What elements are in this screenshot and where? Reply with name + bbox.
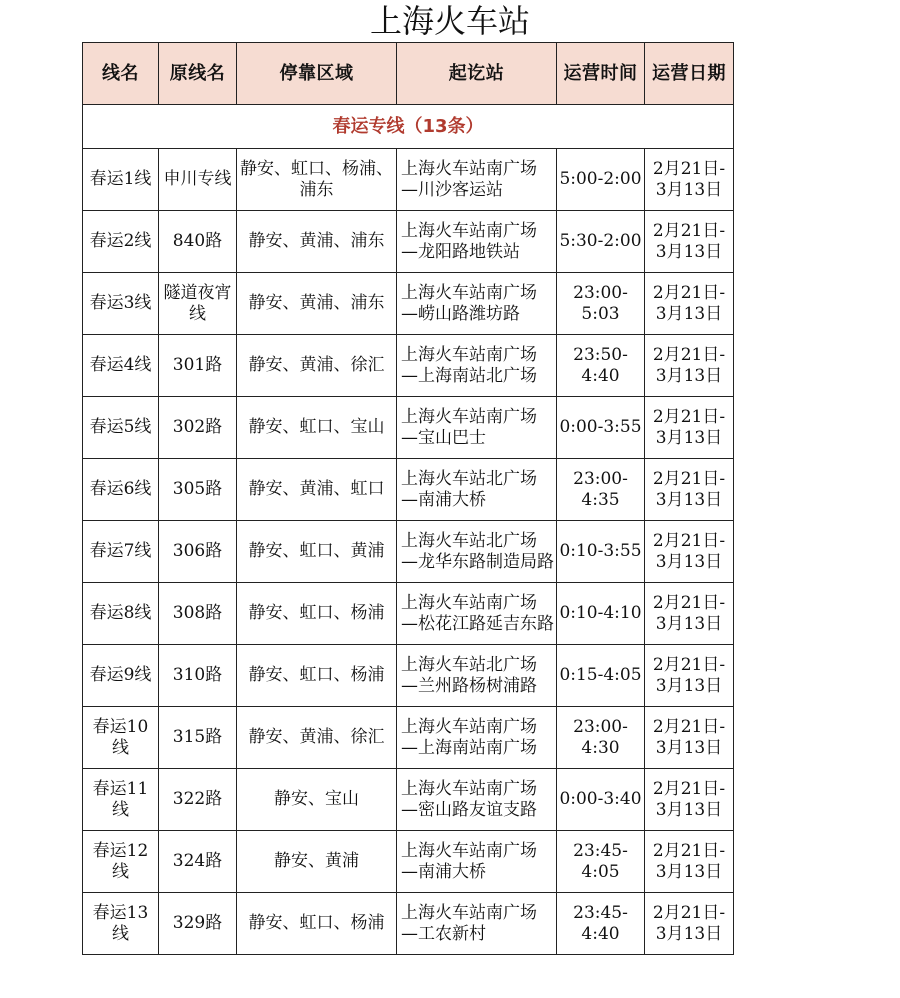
- cell-original-name: [159, 459, 237, 521]
- cell-operating-time: [557, 335, 645, 397]
- date-start-text: 2月21日-: [652, 344, 726, 365]
- cell-stop-area: [237, 521, 397, 583]
- section-row: [83, 105, 734, 149]
- cell-original-name: [159, 645, 237, 707]
- cell-operating-time: [557, 893, 645, 955]
- cell-terminals: [397, 769, 557, 831]
- operating-time-text: 23:00-5:03: [573, 282, 628, 324]
- terminal-end-text: —宝山巴士: [401, 427, 486, 448]
- terminal-start-text: 上海火车站南广场: [401, 406, 537, 427]
- stop-area-text: 静安、宝山: [274, 789, 359, 809]
- cell-operating-time: [557, 831, 645, 893]
- table-row: [83, 769, 734, 831]
- schedule-table: [82, 42, 734, 955]
- cell-line-name: [83, 831, 159, 893]
- cell-stop-area: [237, 459, 397, 521]
- original-name-text: 840路: [172, 231, 223, 251]
- cell-terminals: [397, 707, 557, 769]
- date-start-text: 2月21日-: [652, 530, 726, 551]
- operating-time-text: 0:10-4:10: [559, 603, 642, 623]
- date-end-text: 3月13日: [655, 551, 723, 572]
- date-end-text: 3月13日: [655, 923, 723, 944]
- cell-terminals: [397, 831, 557, 893]
- cell-operating-time: [557, 149, 645, 211]
- stop-area-text: 静安、黄浦、浦东: [248, 293, 385, 313]
- operating-time-text: 0:10-3:55: [559, 541, 642, 561]
- header-stop-area: 停靠区域: [237, 43, 397, 105]
- table-header-row: [83, 43, 734, 105]
- cell-line-name: [83, 459, 159, 521]
- cell-line-name: [83, 769, 159, 831]
- cell-terminals: [397, 335, 557, 397]
- table-row: [83, 397, 734, 459]
- table-row: [83, 211, 734, 273]
- terminal-end-text: —工农新村: [401, 923, 486, 944]
- original-name-text: 301路: [172, 355, 223, 375]
- terminal-end-text: —龙华东路制造局路: [401, 551, 554, 572]
- cell-terminals: [397, 397, 557, 459]
- table-row: [83, 893, 734, 955]
- operating-time-text: 23:50-4:40: [573, 344, 628, 386]
- cell-stop-area: [237, 707, 397, 769]
- table-row: [83, 149, 734, 211]
- stop-area-text: 静安、虹口、黄浦: [248, 541, 385, 561]
- cell-terminals: [397, 583, 557, 645]
- cell-operating-date: [645, 521, 734, 583]
- cell-line-name: [83, 273, 159, 335]
- date-end-text: 3月13日: [655, 241, 723, 262]
- cell-terminals: [397, 645, 557, 707]
- cell-line-name: [83, 335, 159, 397]
- cell-operating-date: [645, 211, 734, 273]
- terminal-start-text: 上海火车站南广场: [401, 282, 537, 303]
- cell-line-name: [83, 645, 159, 707]
- terminal-start-text: 上海火车站北广场: [401, 468, 537, 489]
- original-name-text: 306路: [172, 541, 223, 561]
- line-name-text: 春运7线: [89, 541, 152, 561]
- original-name-text: 329路: [172, 913, 223, 933]
- date-end-text: 3月13日: [655, 303, 723, 324]
- operating-time-text: 0:15-4:05: [559, 665, 642, 685]
- line-name-text: 春运11线: [92, 778, 149, 820]
- cell-operating-date: [645, 583, 734, 645]
- header-original-name: 原线名: [159, 43, 237, 105]
- date-end-text: 3月13日: [655, 799, 723, 820]
- cell-line-name: [83, 893, 159, 955]
- date-end-text: 3月13日: [655, 675, 723, 696]
- date-start-text: 2月21日-: [652, 468, 726, 489]
- stop-area-text: 静安、虹口、宝山: [248, 417, 385, 437]
- cell-operating-date: [645, 397, 734, 459]
- stop-area-text: 静安、虹口、杨浦、浦东: [240, 158, 393, 200]
- operating-time-text: 0:00-3:55: [559, 417, 642, 437]
- cell-line-name: [83, 521, 159, 583]
- cell-operating-date: [645, 707, 734, 769]
- cell-terminals: [397, 149, 557, 211]
- original-name-text: 310路: [172, 665, 223, 685]
- operating-time-text: 5:00-2:00: [559, 169, 642, 189]
- stop-area-text: 静安、黄浦、浦东: [248, 231, 385, 251]
- cell-original-name: [159, 769, 237, 831]
- cell-stop-area: [237, 397, 397, 459]
- cell-stop-area: [237, 769, 397, 831]
- operating-time-text: 5:30-2:00: [559, 231, 642, 251]
- operating-time-text: 23:00-4:30: [573, 716, 628, 758]
- stop-area-text: 静安、黄浦、徐汇: [248, 727, 385, 747]
- date-start-text: 2月21日-: [652, 282, 726, 303]
- original-name-text: 302路: [172, 417, 223, 437]
- date-end-text: 3月13日: [655, 365, 723, 386]
- table-row: [83, 707, 734, 769]
- operating-time-text: 23:00-4:35: [573, 468, 628, 510]
- date-end-text: 3月13日: [655, 179, 723, 200]
- cell-line-name: [83, 149, 159, 211]
- cell-operating-date: [645, 893, 734, 955]
- cell-operating-time: [557, 521, 645, 583]
- date-end-text: 3月13日: [655, 427, 723, 448]
- header-line-name: 线名: [83, 43, 159, 105]
- stop-area-text: 静安、虹口、杨浦: [248, 913, 385, 933]
- terminal-end-text: —南浦大桥: [401, 861, 486, 882]
- cell-stop-area: [237, 645, 397, 707]
- section-label: 春运专线（13条）: [83, 105, 734, 149]
- cell-operating-date: [645, 645, 734, 707]
- date-start-text: 2月21日-: [652, 406, 726, 427]
- cell-operating-date: [645, 831, 734, 893]
- cell-original-name: [159, 521, 237, 583]
- cell-terminals: [397, 211, 557, 273]
- date-start-text: 2月21日-: [652, 778, 726, 799]
- header-operating-time: 运营时间: [557, 43, 645, 105]
- header-terminals: 起讫站: [397, 43, 557, 105]
- header-operating-date: 运营日期: [645, 43, 734, 105]
- date-start-text: 2月21日-: [652, 592, 726, 613]
- original-name-text: 隧道夜宵线: [163, 282, 232, 324]
- terminal-start-text: 上海火车站北广场: [401, 530, 537, 551]
- terminal-start-text: 上海火车站南广场: [401, 778, 537, 799]
- original-name-text: 305路: [172, 479, 223, 499]
- terminal-start-text: 上海火车站南广场: [401, 716, 537, 737]
- terminal-end-text: —松花江路延吉东路: [401, 613, 554, 634]
- cell-line-name: [83, 707, 159, 769]
- cell-original-name: [159, 893, 237, 955]
- stop-area-text: 静安、虹口、杨浦: [248, 665, 385, 685]
- terminal-end-text: —上海南站北广场: [401, 365, 537, 386]
- date-end-text: 3月13日: [655, 489, 723, 510]
- cell-original-name: [159, 273, 237, 335]
- date-start-text: 2月21日-: [652, 840, 726, 861]
- cell-line-name: [83, 397, 159, 459]
- cell-operating-time: [557, 397, 645, 459]
- original-name-text: 308路: [172, 603, 223, 623]
- table-row: [83, 645, 734, 707]
- terminal-start-text: 上海火车站北广场: [401, 654, 537, 675]
- date-start-text: 2月21日-: [652, 158, 726, 179]
- line-name-text: 春运13线: [92, 902, 149, 944]
- cell-original-name: [159, 335, 237, 397]
- terminal-start-text: 上海火车站南广场: [401, 158, 537, 179]
- table-row: [83, 459, 734, 521]
- cell-operating-date: [645, 149, 734, 211]
- cell-line-name: [83, 583, 159, 645]
- date-start-text: 2月21日-: [652, 902, 726, 923]
- cell-stop-area: [237, 583, 397, 645]
- line-name-text: 春运6线: [89, 479, 152, 499]
- line-name-text: 春运2线: [89, 231, 152, 251]
- operating-time-text: 0:00-3:40: [559, 789, 642, 809]
- table-row: [83, 335, 734, 397]
- table-row: [83, 273, 734, 335]
- line-name-text: 春运1线: [89, 169, 152, 189]
- original-name-text: 315路: [172, 727, 223, 747]
- cell-operating-time: [557, 707, 645, 769]
- terminal-end-text: —上海南站南广场: [401, 737, 537, 758]
- table-row: [83, 583, 734, 645]
- cell-stop-area: [237, 273, 397, 335]
- cell-operating-time: [557, 273, 645, 335]
- cell-operating-time: [557, 211, 645, 273]
- page-title: 上海火车站: [369, 2, 530, 40]
- terminal-end-text: —龙阳路地铁站: [401, 241, 520, 262]
- cell-original-name: [159, 211, 237, 273]
- cell-original-name: [159, 149, 237, 211]
- date-end-text: 3月13日: [655, 861, 723, 882]
- terminal-start-text: 上海火车站南广场: [401, 902, 537, 923]
- terminal-start-text: 上海火车站南广场: [401, 840, 537, 861]
- operating-time-text: 23:45-4:05: [573, 840, 628, 882]
- line-name-text: 春运3线: [89, 293, 152, 313]
- line-name-text: 春运5线: [89, 417, 152, 437]
- original-name-text: 324路: [172, 851, 223, 871]
- cell-operating-time: [557, 459, 645, 521]
- cell-operating-time: [557, 645, 645, 707]
- cell-terminals: [397, 521, 557, 583]
- cell-terminals: [397, 459, 557, 521]
- cell-line-name: [83, 211, 159, 273]
- operating-time-text: 23:45-4:40: [573, 902, 628, 944]
- terminal-end-text: —南浦大桥: [401, 489, 486, 510]
- cell-operating-date: [645, 273, 734, 335]
- table-row: [83, 831, 734, 893]
- stop-area-text: 静安、虹口、杨浦: [248, 603, 385, 623]
- terminal-start-text: 上海火车站南广场: [401, 592, 537, 613]
- cell-original-name: [159, 397, 237, 459]
- date-end-text: 3月13日: [655, 737, 723, 758]
- cell-terminals: [397, 273, 557, 335]
- cell-stop-area: [237, 831, 397, 893]
- date-start-text: 2月21日-: [652, 220, 726, 241]
- stop-area-text: 静安、黄浦: [274, 851, 359, 871]
- cell-stop-area: [237, 893, 397, 955]
- cell-operating-time: [557, 769, 645, 831]
- original-name-text: 322路: [172, 789, 223, 809]
- terminal-start-text: 上海火车站南广场: [401, 220, 537, 241]
- terminal-end-text: —川沙客运站: [401, 179, 503, 200]
- date-end-text: 3月13日: [655, 613, 723, 634]
- stop-area-text: 静安、黄浦、徐汇: [248, 355, 385, 375]
- original-name-text: 申川专线: [163, 169, 232, 189]
- line-name-text: 春运4线: [89, 355, 152, 375]
- cell-original-name: [159, 707, 237, 769]
- cell-terminals: [397, 893, 557, 955]
- terminal-end-text: —兰州路杨树浦路: [401, 675, 537, 696]
- cell-stop-area: [237, 335, 397, 397]
- date-start-text: 2月21日-: [652, 716, 726, 737]
- cell-original-name: [159, 831, 237, 893]
- stop-area-text: 静安、黄浦、虹口: [248, 479, 385, 499]
- table-row: [83, 521, 734, 583]
- line-name-text: 春运9线: [89, 665, 152, 685]
- cell-operating-date: [645, 335, 734, 397]
- terminal-start-text: 上海火车站南广场: [401, 344, 537, 365]
- line-name-text: 春运8线: [89, 603, 152, 623]
- cell-operating-date: [645, 459, 734, 521]
- cell-original-name: [159, 583, 237, 645]
- date-start-text: 2月21日-: [652, 654, 726, 675]
- line-name-text: 春运12线: [92, 840, 149, 882]
- cell-operating-date: [645, 769, 734, 831]
- cell-stop-area: [237, 211, 397, 273]
- terminal-end-text: —崂山路潍坊路: [401, 303, 520, 324]
- cell-operating-time: [557, 583, 645, 645]
- cell-stop-area: [237, 149, 397, 211]
- line-name-text: 春运10线: [92, 716, 149, 758]
- terminal-end-text: —密山路友谊支路: [401, 799, 537, 820]
